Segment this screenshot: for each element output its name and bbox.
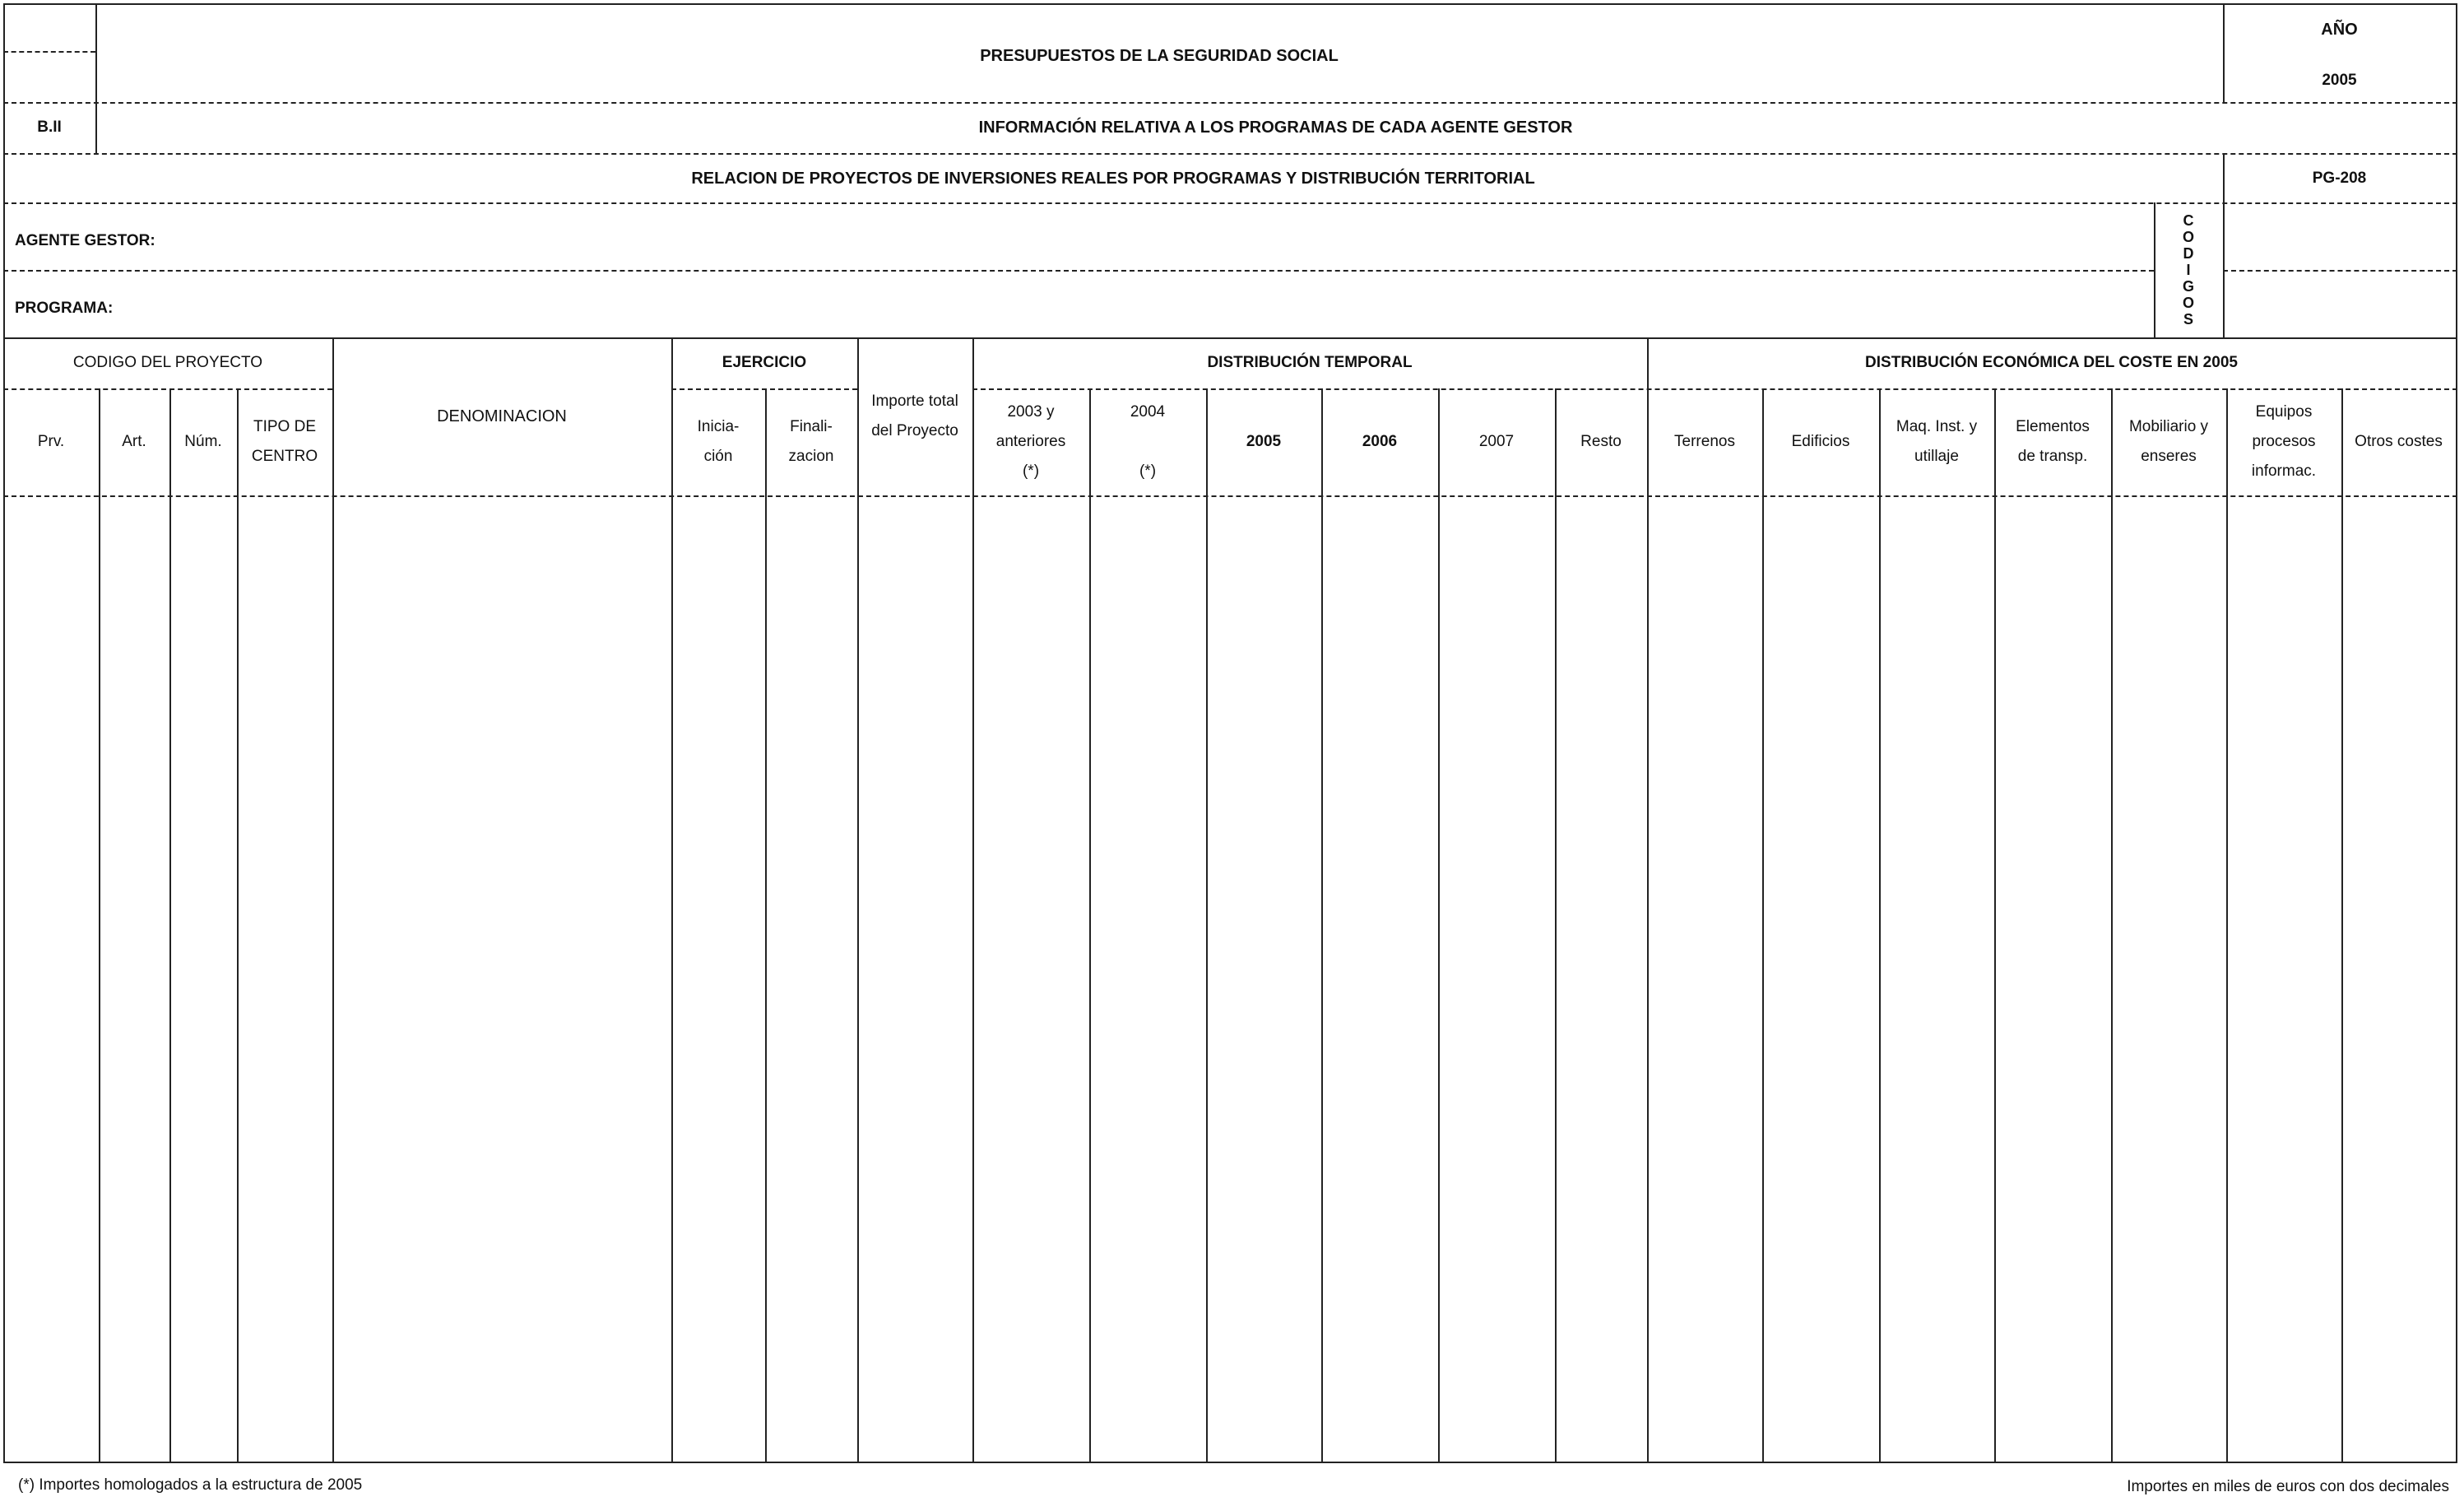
group-distribucion-economica: DISTRIBUCIÓN ECONÓMICA DEL COSTE EN 2005 <box>1865 354 2238 371</box>
col-header-2005: 2005 <box>1246 433 1282 450</box>
col-header-2006: 2006 <box>1362 433 1398 450</box>
col-header-prv: Prv. <box>37 433 65 450</box>
group-distribucion-temporal: DISTRIBUCIÓN TEMPORAL <box>1207 354 1413 371</box>
col-header-2004: 2004 (*) <box>1130 403 1166 480</box>
codigos-letter: O <box>2182 229 2194 245</box>
agente-gestor-label: AGENTE GESTOR: <box>15 232 155 249</box>
col-header-importe-total: Importe total del Proyecto <box>871 393 958 439</box>
group-codigo-proyecto: CODIGO DEL PROYECTO <box>72 354 263 371</box>
year-value: 2005 <box>2322 72 2357 89</box>
col-header-denominacion: DENOMINACION <box>437 407 567 425</box>
codigos-letter: G <box>2182 278 2194 295</box>
form-code: PG-208 <box>2312 170 2367 187</box>
col-header-mobiliario-enseres: Mobiliario y enseres <box>2128 418 2209 465</box>
col-header-maq-inst-utillaje: Maq. Inst. y utillaje <box>1896 418 1978 465</box>
table-body-empty <box>5 499 2455 1460</box>
main-title: PRESUPUESTOS DE LA SEGURIDAD SOCIAL <box>980 47 1339 65</box>
frame-bottom-border <box>3 1462 2457 1463</box>
col-header-art: Art. <box>122 433 146 450</box>
col-header-edificios: Edificios <box>1791 433 1850 450</box>
footnote-homologados: (*) Importes homologados a la estructura de 2005 <box>18 1476 363 1494</box>
codigos-letter: S <box>2183 311 2193 328</box>
footnote-units: Importes en miles de euros con dos decimales <box>2127 1478 2449 1495</box>
codigos-vertical-label <box>2154 202 2223 337</box>
group-ejercicio: EJERCICIO <box>722 354 807 371</box>
col-header-resto: Resto <box>1580 433 1622 450</box>
col-header-otros-costes: Otros costes <box>2355 433 2443 450</box>
frame-right-border <box>2456 3 2457 1463</box>
rule-under-colheaders <box>3 495 2457 497</box>
year-label: AÑO <box>2321 21 2358 39</box>
section-title: INFORMACIÓN RELATIVA A LOS PROGRAMAS DE CADA AGENTE GESTOR <box>978 119 1573 137</box>
form-title: RELACION DE PROYECTOS DE INVERSIONES REALES POR PROGRAMAS Y DISTRIBUCIÓN TERRITORIAL <box>691 170 1535 188</box>
col-header-iniciacion: Inicia- ción <box>697 418 740 465</box>
col-header-2007: 2007 <box>1478 433 1515 450</box>
codigos-letter: O <box>2182 295 2194 311</box>
programa-label: PROGRAMA: <box>15 300 114 317</box>
col-header-equipos-procesos: Equipos procesos informac. <box>2251 403 2317 480</box>
section-code: B.II <box>37 119 62 136</box>
codigos-letter: C <box>2183 212 2194 229</box>
col-header-elementos-transp: Elementos de transp. <box>2016 418 2090 465</box>
codigos-letter: I <box>2186 262 2191 278</box>
rule-under-agente-code <box>2223 270 2457 272</box>
col-header-terrenos: Terrenos <box>1674 433 1735 450</box>
codigos-letter: D <box>2183 245 2194 262</box>
col-header-num: Núm. <box>184 433 222 450</box>
col-header-2003-anteriores: 2003 y anteriores (*) <box>995 403 1066 480</box>
rule-under-agente <box>3 270 2154 272</box>
rule-under-left-cell <box>3 51 95 53</box>
col-header-finalizacion: Finali- zacion <box>788 418 834 465</box>
col-header-tipo-centro: TIPO DE CENTRO <box>251 418 318 465</box>
